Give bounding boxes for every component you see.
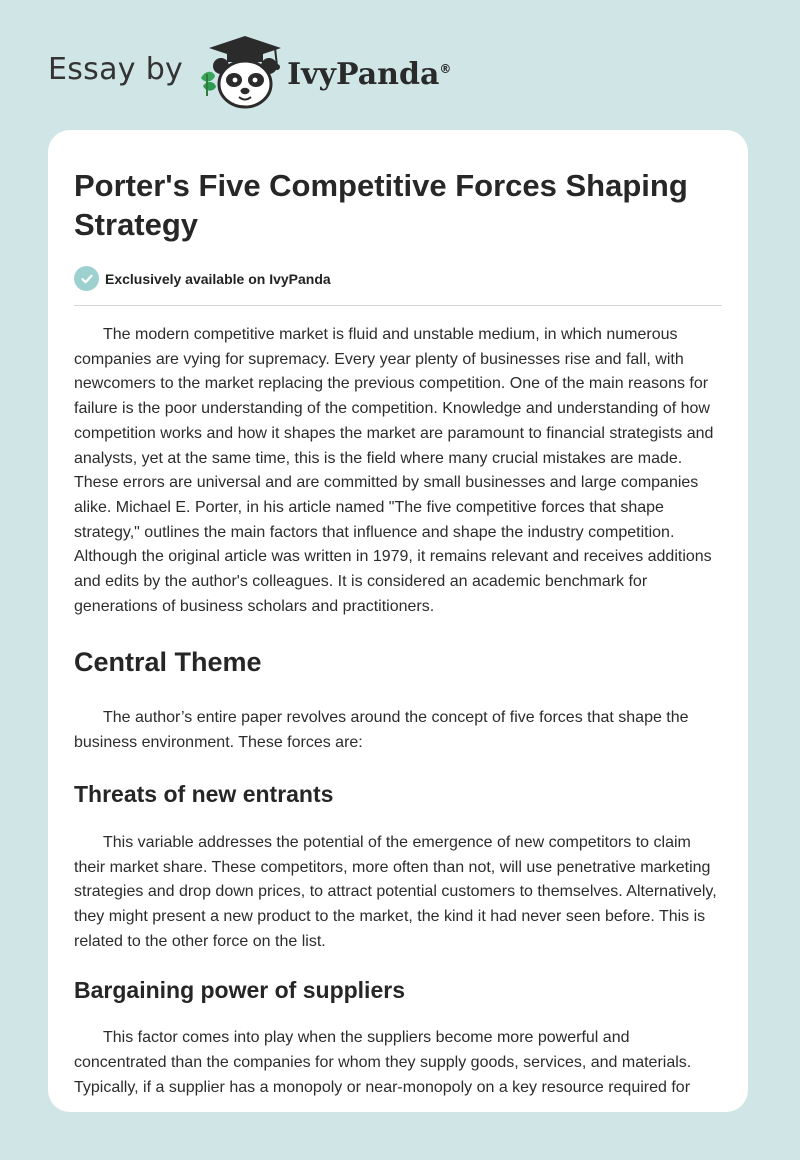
brand-name[interactable] [287, 57, 451, 92]
section-paragraph-suppliers: This factor comes into play when the suppliers become more powerful and concentrated than the companies for whom they supply goods, services, and materials. Typically, if a supplier has a monopoly or near-monopoly on a key resource required for [74, 1029, 692, 1096]
central-theme-heading: Central Theme [74, 647, 262, 678]
intro-paragraph: The modern competitive market is fluid and unstable medium, in which numerous companies are vying for supremacy. Every year plenty of businesses rise and fall, with newcomers to the market replacing the previous competition. One of the main reasons for failure is the poor understanding of the competition. Knowledge and understanding of how competition works and how it shapes the market are paramount to financial strategists and analysts, yet at the same time, this is the field where many crucial mistakes are made. These errors are universal and are committed by small businesses and large companies alike. Michael E. Porter, in his article named "The five competitive forces that shape strategy," outlines the main factors that influence and shape the industry competition. Although the original article was written in 1979, it remains relevant and receives additions and edits by the author's colleagues. It is considered an academic benchmark for generations of business scholars and practitioners. [74, 326, 714, 615]
essay-card [48, 130, 748, 1112]
essay-title: Porter's Five Competitive Forces Shaping Strategy [74, 168, 688, 242]
site-header [48, 34, 451, 110]
section-heading-new-entrants: Threats of new entrants [74, 780, 334, 807]
ivypanda-logo-icon[interactable] [193, 34, 285, 110]
essay-by-label: Essay by [48, 51, 184, 87]
registered-mark: ® [439, 61, 452, 76]
brand-name-text: IvyPanda [287, 56, 440, 92]
check-icon [74, 266, 99, 291]
central-theme-paragraph: The author’s entire paper revolves around the concept of five forces that shape the business environment. These forces are: [74, 709, 689, 752]
exclusive-text: Exclusively available on IvyPanda [105, 270, 331, 287]
exclusive-badge [74, 266, 722, 306]
section-heading-suppliers: Bargaining power of suppliers [74, 977, 405, 1004]
section-paragraph-new-entrants: This variable addresses the potential of the emergence of new competitors to claim their market share. These competitors, more often than not, will use penetrative marketing strategies and drop down prices, to attract potential customers to themselves. Alternatively, they might present a new product to the market, the kind it had never seen before. This is related to the other force on the list. [74, 833, 717, 950]
